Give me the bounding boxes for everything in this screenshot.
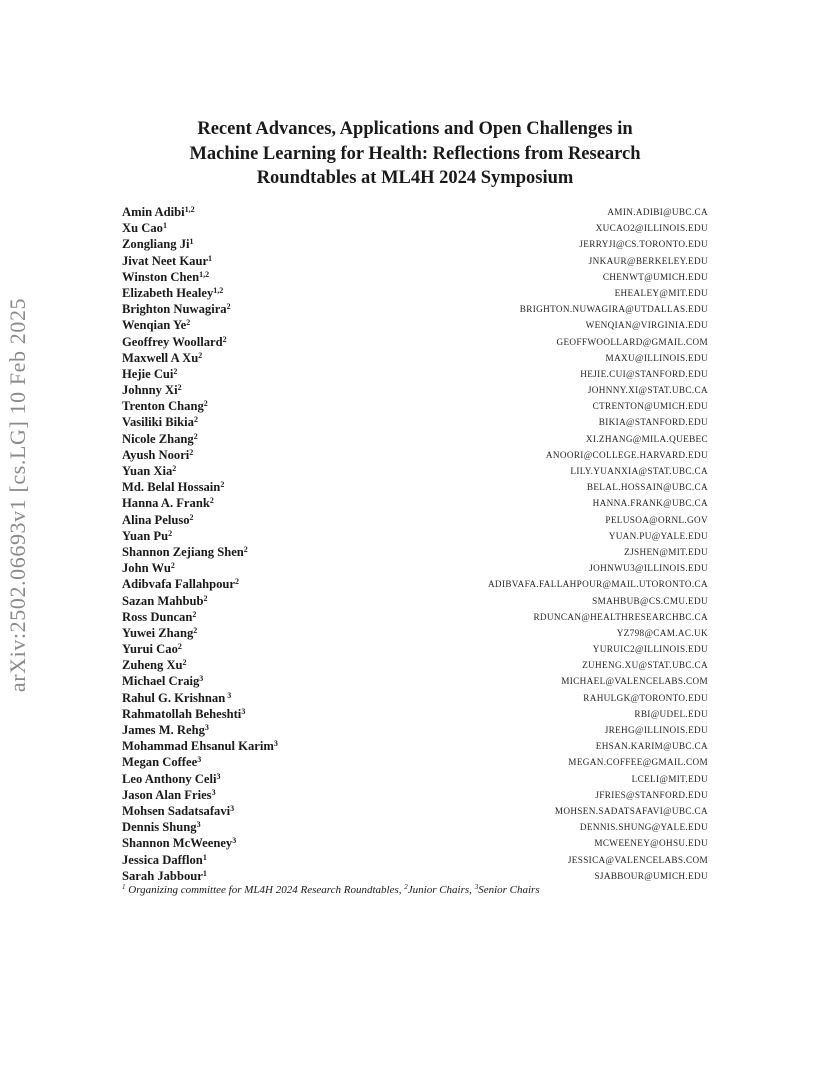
author-affiliation-marker: 3 (225, 690, 232, 700)
author-affiliation-marker: 3 (204, 723, 209, 732)
author-affiliation-marker: 3 (232, 836, 237, 846)
author-name-text: Winston Chen (122, 269, 200, 284)
author-name (122, 479, 224, 495)
author-name-text: Shannon Zejiang Shen (122, 544, 244, 559)
author-affiliation-marker: 3 (197, 755, 202, 765)
author-row (122, 269, 708, 285)
title-line-3: Roundtables at ML4H 2024 Symposium (256, 168, 574, 188)
author-affiliation-marker: 3 (230, 803, 235, 813)
author-email: BIKIA@STANFORD.EDU (598, 417, 708, 428)
author-name (122, 447, 193, 463)
author-name (122, 253, 212, 269)
author-row (122, 479, 708, 495)
author-row (122, 722, 708, 738)
author-name-text: Geoffrey Woollard (122, 334, 223, 349)
author-row (122, 673, 708, 689)
author-affiliation-marker: 2 (168, 528, 173, 538)
author-row (122, 220, 708, 236)
author-name (122, 738, 278, 754)
author-row (122, 609, 708, 625)
author-row (122, 398, 708, 414)
author-email: GEOFFWOOLLARD@GMAIL.COM (556, 336, 708, 347)
author-name-text: Hanna A. Frank (122, 496, 210, 511)
author-affiliation-marker: 2 (198, 350, 203, 360)
author-affiliation-marker: 2 (186, 318, 191, 328)
author-affiliation-marker: 1 (208, 253, 213, 263)
author-row (122, 414, 708, 430)
author-row (122, 495, 708, 511)
author-affiliation-marker: 3 (241, 706, 246, 716)
author-email: EHEALEY@MIT.EDU (614, 287, 708, 298)
author-email: MAXU@ILLINOIS.EDU (605, 352, 708, 363)
author-affiliation-marker: 3 (196, 820, 201, 830)
author-email: JFRIES@STANFORD.EDU (595, 789, 708, 800)
author-name (122, 350, 202, 366)
author-row (122, 431, 708, 447)
author-email: MEGAN.COFFEE@GMAIL.COM (568, 757, 708, 768)
author-row (122, 771, 708, 787)
author-name (122, 868, 207, 884)
author-affiliation-marker: 2 (182, 658, 187, 668)
author-row (122, 835, 708, 851)
author-row (122, 738, 708, 754)
author-name-text: Brighton Nuwagira (122, 302, 227, 317)
author-name (122, 641, 182, 657)
author-affiliation-marker: 2 (243, 544, 248, 554)
author-affiliation-marker: 3 (216, 771, 221, 781)
author-email: MICHAEL@VALENCELABS.COM (561, 676, 708, 687)
author-name (122, 722, 209, 738)
author-email: WENQIAN@VIRGINIA.EDU (585, 320, 708, 331)
author-name (122, 366, 177, 382)
author-row (122, 528, 708, 544)
footnote-text-2: Junior Chairs, (407, 884, 475, 896)
author-name-text: Sarah Jabbour (122, 868, 203, 883)
author-email: DENNIS.SHUNG@YALE.EDU (579, 822, 708, 833)
author-email: PELUSOA@ORNL.GOV (605, 514, 708, 525)
author-email: JOHNWU3@ILLINOIS.EDU (589, 563, 708, 574)
author-name-text: Wenqian Ye (122, 318, 187, 333)
author-row (122, 447, 708, 463)
author-name (122, 301, 231, 317)
author-row (122, 576, 708, 592)
author-row (122, 657, 708, 673)
author-affiliation-marker: 1 (202, 852, 207, 862)
author-name-text: Xu Cao (122, 221, 163, 236)
author-name (122, 657, 187, 673)
author-name (122, 593, 208, 609)
author-name-text: Amin Adibi (122, 205, 185, 219)
author-name-text: Ayush Noori (122, 447, 190, 462)
author-name (122, 690, 231, 706)
footnote-text-3: Senior Chairs (478, 884, 540, 896)
author-name-text: Maxwell A Xu (122, 350, 199, 365)
author-email: LILY.YUANXIA@STAT.UBC.CA (570, 466, 708, 476)
author-affiliation-marker: 3 (211, 787, 216, 797)
author-name (122, 317, 190, 333)
author-row (122, 754, 708, 770)
author-name-text: Mohsen Sadatsafavi (122, 803, 231, 818)
paper-title (100, 117, 730, 191)
author-affiliation-marker: 2 (235, 577, 240, 587)
author-email: AMIN.ADIBI@UBC.CA (607, 207, 708, 217)
author-name-text: Yurui Cao (122, 642, 178, 657)
author-row (122, 690, 708, 706)
author-affiliation-marker: 2 (172, 464, 177, 473)
author-name (122, 819, 201, 835)
author-name (122, 495, 214, 511)
author-email: YUAN.PU@YALE.EDU (608, 530, 708, 541)
footnote-text-1: Organizing committee for ML4H 2024 Research Roundtables, (125, 884, 405, 896)
author-email: SMAHBUB@CS.CMU.EDU (592, 595, 708, 606)
author-affiliation-marker: 3 (199, 674, 204, 684)
author-affiliation-marker: 2 (222, 334, 227, 344)
author-email: HEJIE.CUI@STANFORD.EDU (580, 368, 708, 379)
author-row (122, 819, 708, 835)
author-row (122, 625, 708, 641)
author-affiliation-marker: 2 (193, 431, 198, 441)
author-name-text: Yuan Pu (122, 528, 169, 543)
author-name (122, 398, 208, 414)
author-name (122, 431, 198, 447)
footnote-marker-3: 3 (474, 883, 479, 891)
author-name-text: Sazan Mahbub (122, 593, 204, 608)
author-affiliation-marker: 2 (220, 480, 225, 490)
author-name-text: Ross Duncan (122, 609, 193, 624)
author-name (122, 803, 234, 819)
author-name-text: Leo Anthony Celi (122, 771, 217, 786)
author-row (122, 852, 708, 868)
author-name-text: Alina Peluso (122, 512, 190, 527)
author-email: EHSAN.KARIM@UBC.CA (595, 741, 708, 752)
author-name-text: Michael Craig (122, 674, 200, 689)
author-email: JNKAUR@BERKELEY.EDU (588, 255, 708, 266)
author-row (122, 204, 708, 220)
author-email: JESSICA@VALENCELABS.COM (567, 854, 708, 865)
author-email: XUCAO2@ILLINOIS.EDU (595, 223, 708, 234)
author-name-text: Dennis Shung (122, 820, 197, 835)
author-name (122, 754, 201, 770)
footnote-marker-2: 2 (404, 883, 408, 891)
author-name (122, 787, 216, 803)
author-name (122, 334, 227, 350)
author-row (122, 593, 708, 609)
author-row (122, 366, 708, 382)
author-affiliation-marker: 2 (209, 496, 214, 506)
author-email: BELAL.HOSSAIN@UBC.CA (586, 482, 708, 493)
author-name-text: Hejie Cui (122, 366, 174, 381)
author-row (122, 868, 708, 884)
author-email: RAHULGK@TORONTO.EDU (583, 692, 708, 703)
author-email: LCELI@MIT.EDU (631, 773, 708, 784)
author-affiliation-marker: 2 (192, 609, 197, 619)
author-name-text: Mohammad Ehsanul Karim (122, 739, 274, 754)
author-name (122, 236, 194, 252)
author-email: RDUNCAN@HEALTHRESEARCHBC.CA (533, 611, 708, 622)
author-name-text: Jivat Neet Kaur (122, 253, 209, 268)
author-name (122, 414, 198, 430)
author-name-text: Rahul G. Krishnan (122, 690, 226, 705)
author-row (122, 544, 708, 560)
author-email: MOHSEN.SADATSAFAVI@UBC.CA (554, 805, 708, 816)
author-name-text: Trenton Chang (122, 399, 204, 414)
author-email: JREHG@ILLINOIS.EDU (604, 725, 708, 735)
author-name-text: Elizabeth Healey (122, 285, 214, 300)
author-email: ZJSHEN@MIT.EDU (624, 546, 708, 557)
author-name-text: Zuheng Xu (122, 658, 183, 673)
author-name (122, 560, 175, 576)
author-list (122, 204, 708, 884)
author-name-text: Vasiliki Bikia (122, 415, 194, 430)
author-row (122, 350, 708, 366)
author-email: JOHNNY.XI@STAT.UBC.CA (587, 385, 708, 396)
author-affiliation-marker: 2 (177, 642, 182, 652)
author-name (122, 771, 220, 787)
author-affiliation-marker: 2 (170, 561, 175, 571)
author-name (122, 852, 207, 868)
author-row (122, 463, 708, 479)
author-email: XI.ZHANG@MILA.QUEBEC (585, 433, 708, 444)
author-affiliation-marker: 2 (193, 625, 198, 635)
author-email: SJABBOUR@UMICH.EDU (594, 870, 708, 881)
affiliation-footnote (122, 884, 540, 896)
author-row (122, 317, 708, 333)
author-name-text: Shannon McWeeney (122, 836, 233, 851)
author-name (122, 204, 195, 220)
author-name (122, 576, 239, 592)
author-row (122, 803, 708, 819)
author-affiliation-marker: 3 (273, 739, 278, 749)
author-affiliation-marker: 1 (202, 868, 207, 878)
author-email: MCWEENEY@OHSU.EDU (594, 838, 708, 849)
title-line-1: Recent Advances, Applications and Open Challenges in (197, 119, 633, 139)
author-email: CTRENTON@UMICH.EDU (592, 401, 708, 412)
author-name-text: Jessica Dafflon (122, 852, 203, 867)
author-email: YZ798@CAM.AC.UK (616, 627, 708, 638)
author-name (122, 528, 172, 544)
author-row (122, 236, 708, 252)
author-name-text: Nicole Zhang (122, 431, 194, 446)
author-affiliation-marker: 2 (203, 399, 208, 409)
author-affiliation-marker: 2 (193, 415, 198, 425)
author-name (122, 220, 167, 236)
author-row (122, 382, 708, 398)
author-email: ADIBVAFA.FALLAHPOUR@MAIL.UTORONTO.CA (487, 579, 708, 590)
author-name-text: John Wu (122, 561, 171, 576)
author-name (122, 285, 223, 301)
author-name-text: James M. Rehg (122, 723, 205, 737)
author-affiliation-marker: 2 (177, 383, 182, 393)
author-name-text: Jason Alan Fries (122, 787, 212, 802)
footnote-marker-1: 1 (122, 883, 126, 891)
author-name-text: Rahmatollah Beheshti (122, 706, 242, 721)
author-email: YURUIC2@ILLINOIS.EDU (592, 644, 708, 655)
author-name (122, 544, 248, 560)
author-name-text: Zongliang Ji (122, 237, 190, 252)
title-line-2: Machine Learning for Health: Reflections from Research (189, 143, 641, 164)
author-row (122, 706, 708, 722)
author-affiliation-marker: 2 (189, 512, 194, 522)
author-row (122, 334, 708, 350)
author-email: JERRYJI@CS.TORONTO.EDU (579, 239, 708, 250)
author-name (122, 512, 194, 528)
author-affiliation-marker: 2 (189, 447, 194, 457)
author-affiliation-marker: 2 (226, 302, 231, 312)
arxiv-identifier-text: arXiv:2502.06693v1 [cs.LG] 10 Feb 2025 (5, 297, 30, 693)
author-name (122, 269, 209, 285)
author-affiliation-marker: 2 (203, 593, 208, 603)
author-name (122, 609, 196, 625)
author-email: ZUHENG.XU@STAT.UBC.CA (582, 660, 708, 671)
author-affiliation-marker: 1,2 (184, 205, 195, 214)
author-row (122, 512, 708, 528)
author-affiliation-marker: 1,2 (199, 269, 210, 279)
author-email: RBI@UDEL.EDU (634, 708, 708, 719)
author-name (122, 463, 176, 479)
author-affiliation-marker: 1 (162, 221, 167, 231)
author-name-text: Yuan Xia (122, 464, 173, 478)
author-name (122, 706, 245, 722)
author-row (122, 285, 708, 301)
author-row (122, 560, 708, 576)
author-name-text: Md. Belal Hossain (122, 480, 221, 495)
author-name (122, 835, 236, 851)
author-row (122, 253, 708, 269)
author-name-text: Yuwei Zhang (122, 625, 194, 640)
author-email: ANOORI@COLLEGE.HARVARD.EDU (545, 449, 708, 460)
author-row (122, 301, 708, 317)
author-name (122, 673, 203, 689)
author-row (122, 787, 708, 803)
author-email: HANNA.FRANK@UBC.CA (592, 498, 708, 509)
author-name-text: Adibvafa Fallahpour (122, 577, 236, 592)
author-email: BRIGHTON.NUWAGIRA@UTDALLAS.EDU (519, 304, 708, 315)
author-row (122, 641, 708, 657)
author-name (122, 625, 197, 641)
author-email: CHENWT@UMICH.EDU (602, 271, 708, 282)
author-name-text: Megan Coffee (122, 755, 198, 770)
author-affiliation-marker: 1,2 (213, 285, 224, 295)
author-name (122, 382, 182, 398)
author-name-text: Johnny Xi (122, 383, 178, 398)
author-affiliation-marker: 2 (173, 366, 178, 376)
author-affiliation-marker: 1 (189, 237, 194, 247)
